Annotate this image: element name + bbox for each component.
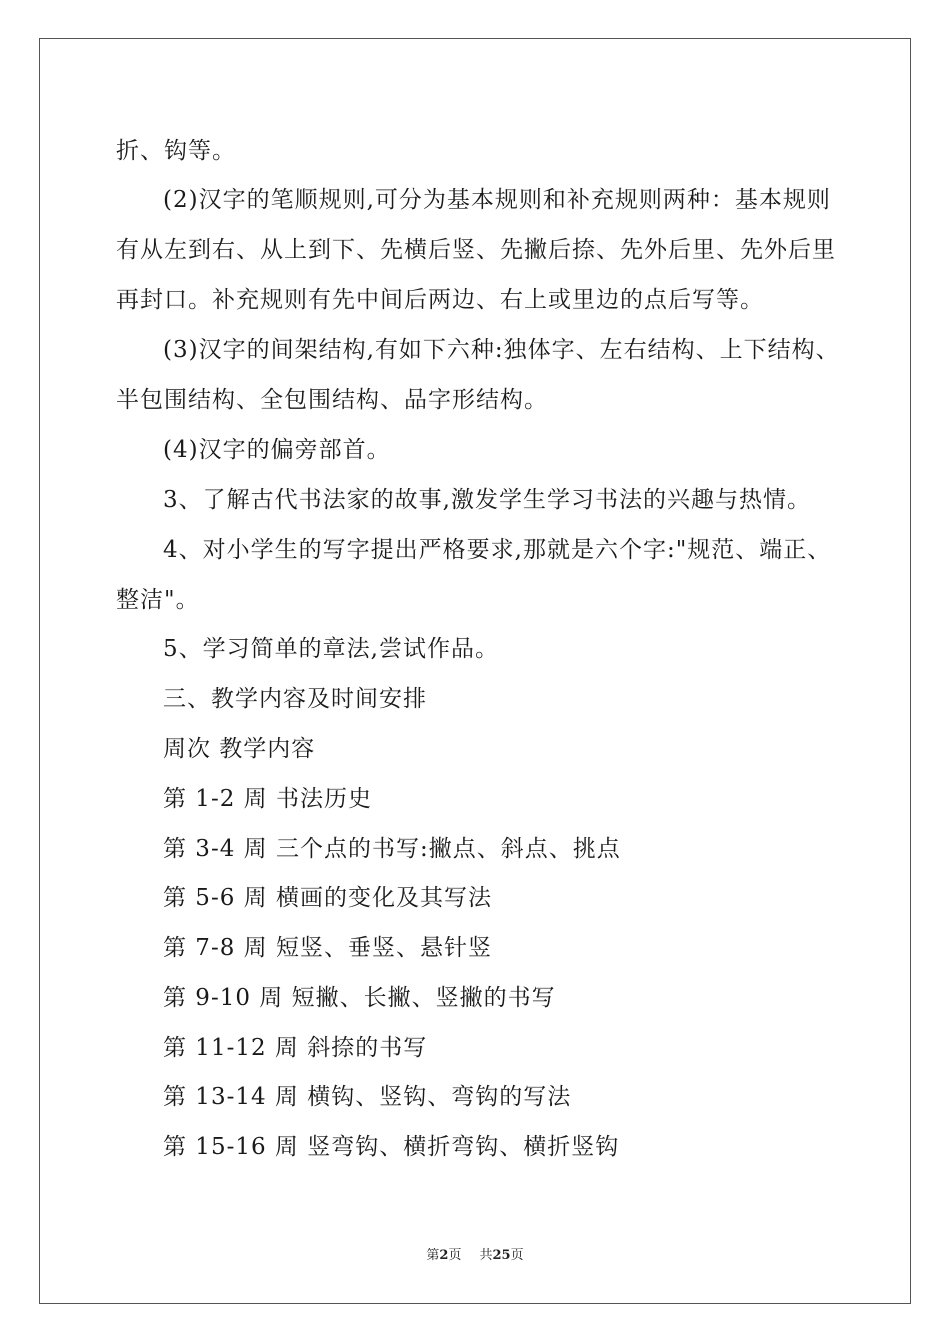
schedule-row: 第 7-8 周 短竖、垂竖、悬针竖 [163,935,492,961]
schedule-row: 第 15-16 周 竖弯钩、横折弯钩、横折竖钩 [163,1134,620,1160]
page-border [39,38,911,1304]
paragraph-line: (4)汉字的偏旁部首。 [163,437,391,463]
schedule-header: 周次 教学内容 [163,736,316,762]
page-suffix: 页 [448,1248,462,1263]
page-prefix: 第 [426,1248,440,1263]
paragraph-line: (2)汉字的笔顺规则,可分为基本规则和补充规则两种：基本规则 [163,187,831,213]
schedule-row: 第 9-10 周 短撇、长撇、竖撇的书写 [163,985,556,1011]
schedule-row: 第 5-6 周 横画的变化及其写法 [163,885,492,911]
total-pages: 25 [492,1248,511,1263]
total-prefix: 共 [479,1248,493,1263]
schedule-row: 第 13-14 周 横钩、竖钩、弯钩的写法 [163,1084,572,1110]
total-suffix: 页 [510,1248,524,1263]
paragraph-line: 再封口。补充规则有先中间后两边、右上或里边的点后写等。 [116,287,764,313]
schedule-row: 第 11-12 周 斜捺的书写 [163,1035,428,1061]
page-number: 2 [439,1248,449,1263]
paragraph-line: (3)汉字的间架结构,有如下六种:独体字、左右结构、上下结构、 [163,337,840,363]
paragraph-line: 折、钩等。 [116,138,236,164]
paragraph-line: 5、学习简单的章法,尝试作品。 [163,636,499,662]
schedule-row: 第 1-2 周 书法历史 [163,786,372,812]
schedule-row: 第 3-4 周 三个点的书写:撇点、斜点、挑点 [163,836,621,862]
paragraph-line: 4、对小学生的写字提出严格要求,那就是六个字:"规范、端正、 [163,537,832,563]
paragraph-line: 3、了解古代书法家的故事,激发学生学习书法的兴趣与热情。 [163,487,811,513]
paragraph-line: 有从左到右、从上到下、先横后竖、先撇后捺、先外后里、先外后里 [116,237,836,263]
paragraph-line: 整洁"。 [116,587,200,613]
section-heading: 三、教学内容及时间安排 [163,686,427,712]
page-footer [0,1248,950,1264]
paragraph-line: 半包围结构、全包围结构、品字形结构。 [116,387,548,413]
